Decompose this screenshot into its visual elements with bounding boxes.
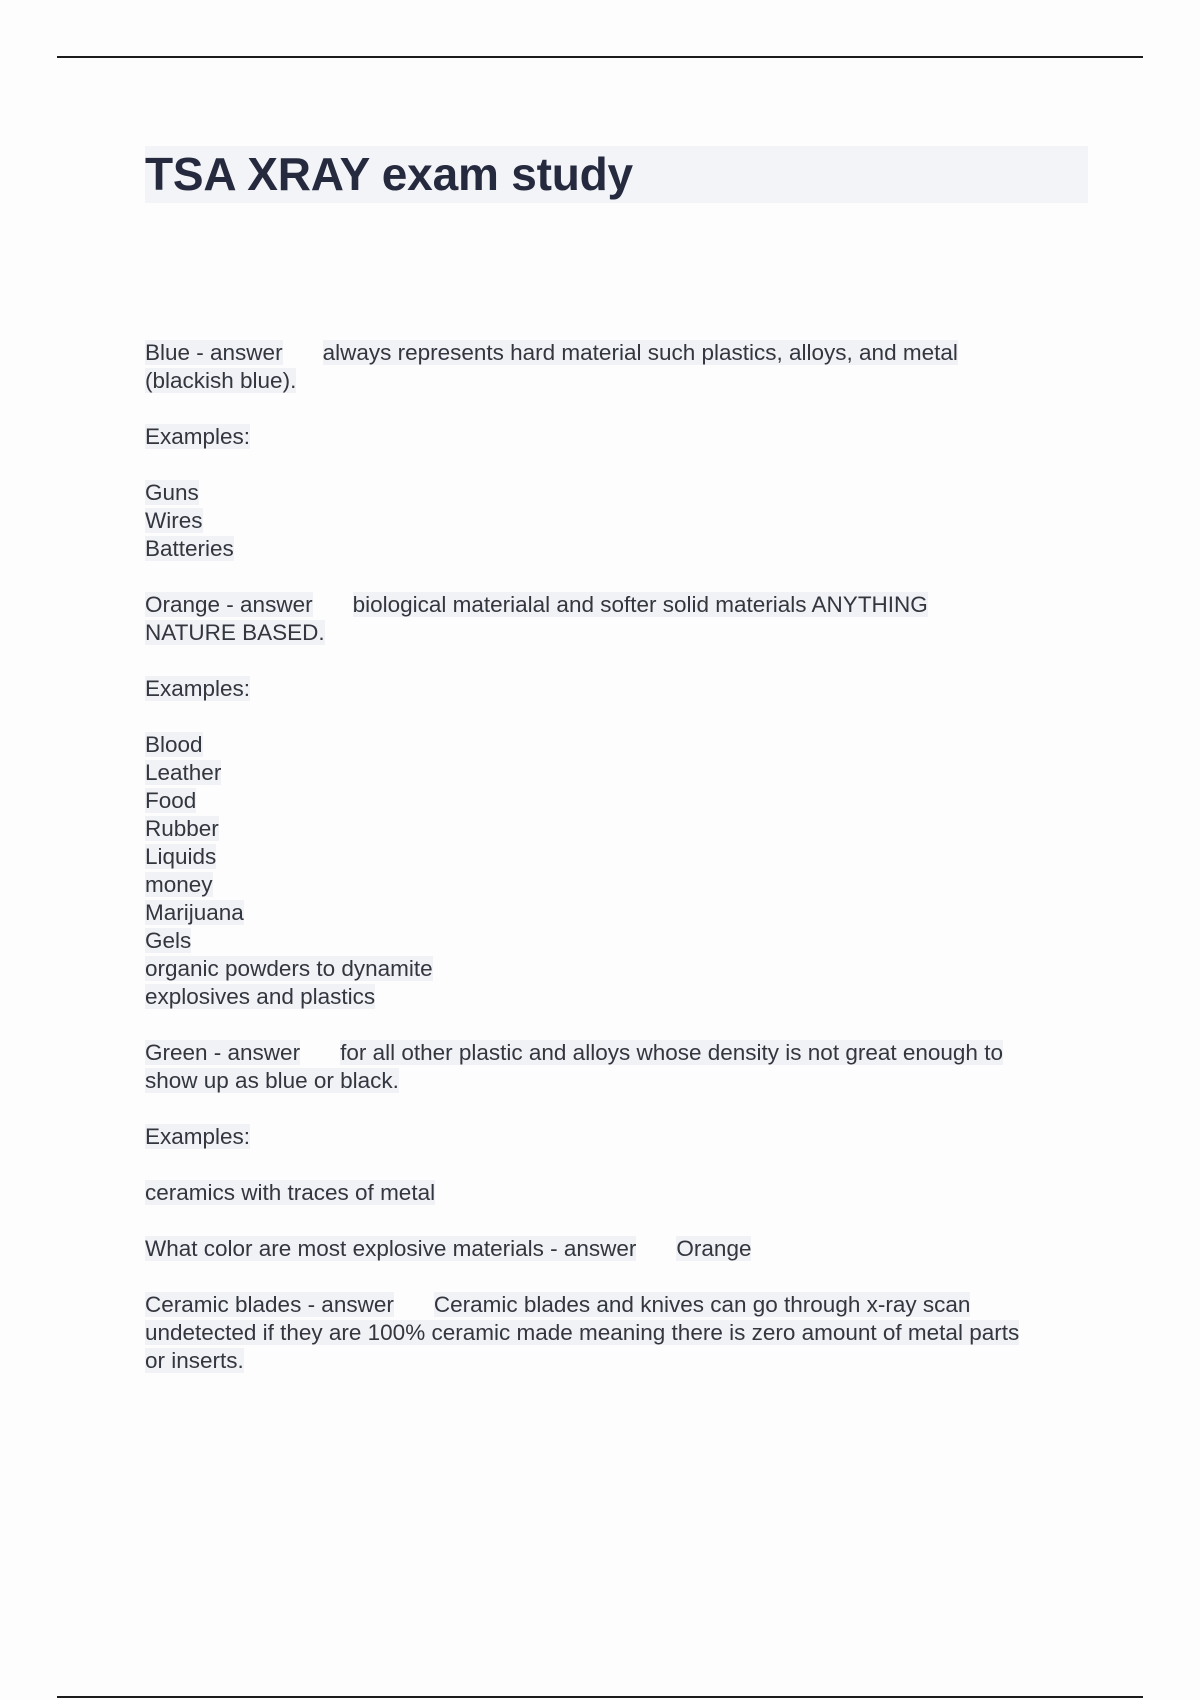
card-definition-line: always represents hard material such plastics, alloys, and metal: [322, 340, 958, 365]
card-explosive-color: [145, 1235, 1095, 1263]
list-item: Marijuana: [145, 900, 244, 925]
card-definition-line: undetected if they are 100% ceramic made meaning there is zero amount of metal parts: [145, 1320, 1020, 1345]
list-item: Guns: [145, 480, 199, 505]
list-item: Batteries: [145, 536, 234, 561]
examples-label: Examples:: [145, 424, 251, 449]
top-rule: [57, 56, 1143, 58]
examples-list: [145, 479, 1095, 563]
card-definition-line: Ceramic blades and knives can go through x-ray scan: [433, 1292, 971, 1317]
card-term: Blue - answer: [145, 340, 283, 365]
examples-label: Examples:: [145, 1124, 251, 1149]
list-item: explosives and plastics: [145, 984, 376, 1009]
list-item: Blood: [145, 732, 203, 757]
list-item: Liquids: [145, 844, 217, 869]
card-term: Green - answer: [145, 1040, 301, 1065]
list-item: Rubber: [145, 816, 219, 841]
title-block: [145, 146, 1088, 203]
examples-list: [145, 1179, 1095, 1207]
examples-label: Examples:: [145, 676, 251, 701]
card-green: [145, 1039, 1095, 1095]
card-term: What color are most explosive materials - answer: [145, 1236, 637, 1261]
list-item: ceramics with traces of metal: [145, 1180, 436, 1205]
card-definition-line: Orange: [676, 1236, 752, 1261]
page-title: TSA XRAY exam study: [145, 148, 633, 200]
card-ceramic-blades: [145, 1291, 1095, 1375]
examples-list: [145, 731, 1095, 1011]
card-term: Orange - answer: [145, 592, 313, 617]
card-definition-line: for all other plastic and alloys whose density is not great enough to: [340, 1040, 1003, 1065]
list-item: Gels: [145, 928, 192, 953]
card-orange: [145, 591, 1095, 647]
card-definition-line: or inserts.: [145, 1348, 244, 1373]
list-item: organic powders to dynamite: [145, 956, 433, 981]
card-definition-line: show up as blue or black.: [145, 1068, 399, 1093]
card-term: Ceramic blades - answer: [145, 1292, 394, 1317]
card-definition-line: (blackish blue).: [145, 368, 297, 393]
bottom-rule: [57, 1696, 1143, 1698]
list-item: Leather: [145, 760, 222, 785]
card-definition-line: NATURE BASED.: [145, 620, 325, 645]
study-content: [145, 339, 1095, 1403]
list-item: Food: [145, 788, 197, 813]
list-item: Wires: [145, 508, 203, 533]
card-blue: [145, 339, 1095, 395]
card-definition-line: biological materialal and softer solid materials ANYTHING: [352, 592, 928, 617]
list-item: money: [145, 872, 213, 897]
